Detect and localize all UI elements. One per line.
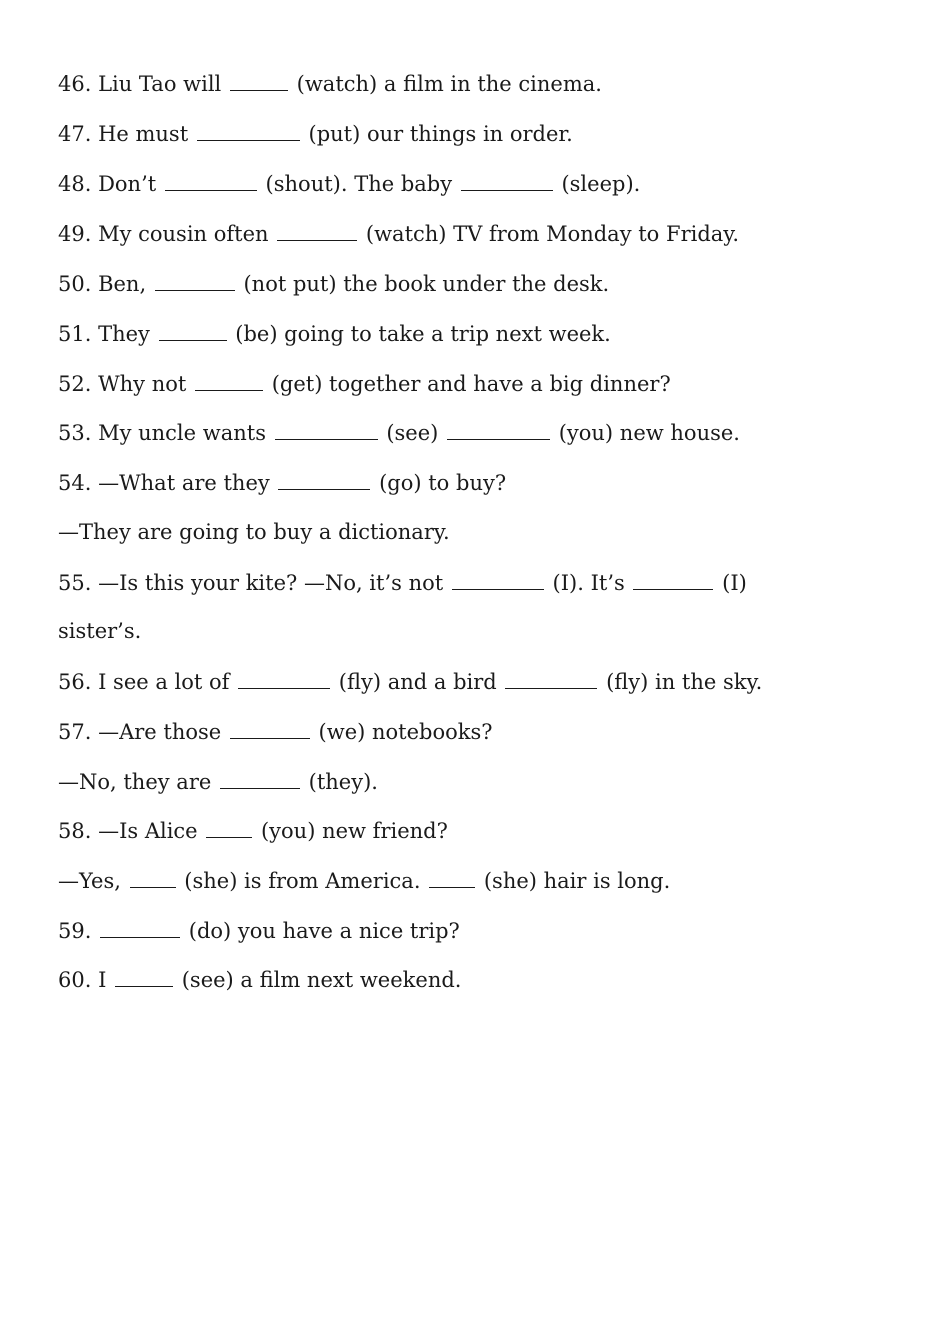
question-text: (I). It’s	[545, 571, 632, 595]
question-line-54b	[58, 519, 450, 545]
question-line-60	[58, 966, 461, 992]
question-text: (put) our things in order.	[301, 122, 573, 146]
question-text: (watch) TV from Monday to Friday.	[359, 222, 740, 246]
question-text: 54. —What are they	[58, 471, 277, 495]
question-text: (see)	[379, 421, 446, 445]
answer-blank[interactable]	[230, 70, 288, 91]
answer-blank[interactable]	[206, 817, 252, 838]
question-text: 57. —Are those	[58, 720, 228, 744]
answer-blank[interactable]	[159, 320, 227, 341]
question-text: (you) new house.	[552, 421, 740, 445]
question-text: 46. Liu Tao will	[58, 72, 228, 96]
answer-blank[interactable]	[277, 220, 357, 241]
question-line-55a	[58, 569, 747, 595]
answer-blank[interactable]	[197, 120, 300, 141]
question-line-56	[58, 668, 762, 694]
answer-blank[interactable]	[155, 270, 235, 291]
answer-blank[interactable]	[505, 668, 597, 689]
question-line-57a	[58, 718, 493, 744]
question-text: sister’s.	[58, 619, 142, 643]
answer-blank[interactable]	[461, 170, 553, 191]
question-line-53	[58, 419, 740, 445]
question-text: (sleep).	[554, 172, 641, 196]
question-line-47	[58, 120, 573, 146]
question-text: 60. I	[58, 968, 114, 992]
question-line-54a	[58, 469, 506, 495]
question-text: (we) notebooks?	[311, 720, 493, 744]
answer-blank[interactable]	[195, 370, 263, 391]
answer-blank[interactable]	[100, 917, 180, 938]
question-text: 48. Don’t	[58, 172, 163, 196]
question-text: (go) to buy?	[372, 471, 507, 495]
answer-blank[interactable]	[275, 419, 378, 440]
answer-blank[interactable]	[130, 867, 176, 888]
question-line-59	[58, 917, 460, 943]
question-line-51	[58, 320, 611, 346]
question-line-49	[58, 220, 739, 246]
question-text: 59.	[58, 919, 99, 943]
answer-blank[interactable]	[220, 768, 300, 789]
question-text: 55. —Is this your kite? —No, it’s not	[58, 571, 450, 595]
answer-blank[interactable]	[115, 966, 173, 987]
answer-blank[interactable]	[452, 569, 544, 590]
answer-blank[interactable]	[230, 718, 310, 739]
question-text: (not put) the book under the desk.	[236, 272, 610, 296]
question-text: (fly) in the sky.	[599, 670, 763, 694]
question-line-58a	[58, 817, 448, 843]
question-text: (she) hair is long.	[477, 869, 671, 893]
answer-blank[interactable]	[278, 469, 370, 490]
question-text: —They are going to buy a dictionary.	[58, 520, 450, 544]
question-text: (you) new friend?	[254, 819, 448, 843]
question-text: 52. Why not	[58, 372, 194, 396]
answer-blank[interactable]	[238, 668, 330, 689]
question-text: 53. My uncle wants	[58, 421, 273, 445]
question-text: 58. —Is Alice	[58, 819, 205, 843]
question-line-50	[58, 270, 609, 296]
question-text: 47. He must	[58, 122, 195, 146]
question-text: —Yes,	[58, 869, 128, 893]
question-text: (watch) a film in the cinema.	[289, 72, 602, 96]
question-line-57b	[58, 768, 378, 794]
question-line-46	[58, 70, 602, 96]
question-line-48	[58, 170, 640, 196]
question-text: (do) you have a nice trip?	[182, 919, 460, 943]
question-text: 49. My cousin often	[58, 222, 276, 246]
answer-blank[interactable]	[429, 867, 475, 888]
question-text: 51. They	[58, 322, 157, 346]
question-text: —No, they are	[58, 770, 218, 794]
question-line-58b	[58, 867, 670, 893]
question-text: (she) is from America.	[177, 869, 428, 893]
question-text: 56. I see a lot of	[58, 670, 237, 694]
answer-blank[interactable]	[447, 419, 550, 440]
question-line-52	[58, 370, 671, 396]
question-text: (I)	[715, 571, 747, 595]
question-text: (shout). The baby	[258, 172, 459, 196]
question-text: (they).	[301, 770, 378, 794]
question-text: 50. Ben,	[58, 272, 153, 296]
answer-blank[interactable]	[165, 170, 257, 191]
question-text: (get) together and have a big dinner?	[265, 372, 671, 396]
question-text: (see) a film next weekend.	[175, 968, 462, 992]
question-text: (be) going to take a trip next week.	[228, 322, 611, 346]
question-text: (fly) and a bird	[332, 670, 504, 694]
question-line-55b	[58, 618, 141, 644]
answer-blank[interactable]	[633, 569, 713, 590]
